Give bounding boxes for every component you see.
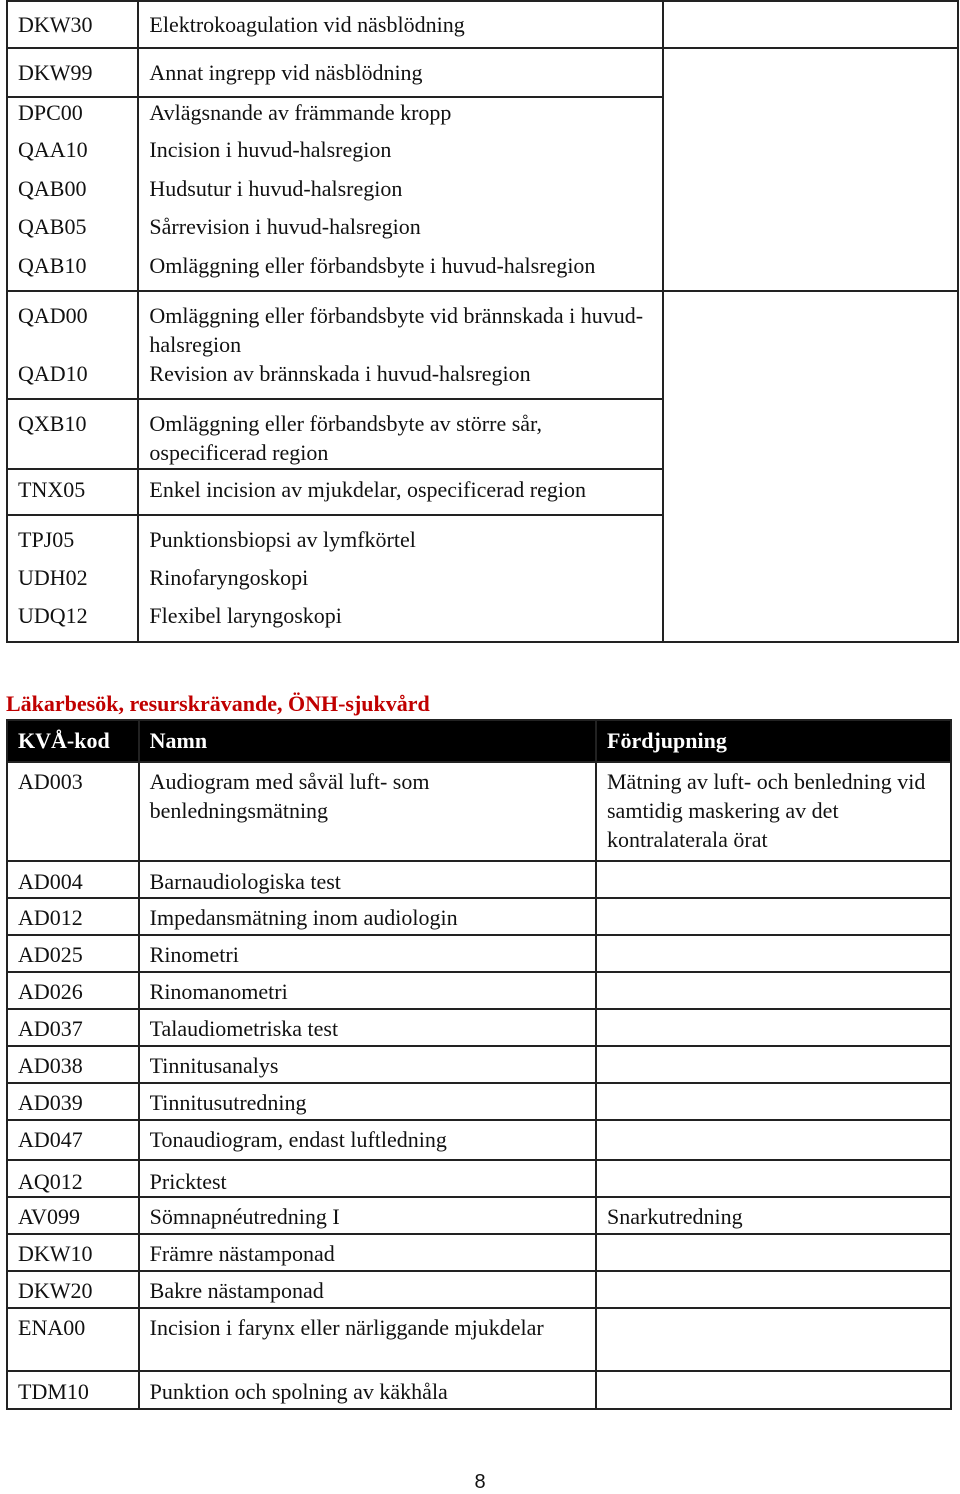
table-row xyxy=(7,291,958,359)
extra-cell xyxy=(596,1234,951,1271)
name-cell: Hudsutur i huvud-halsregion xyxy=(138,174,663,212)
code-cell: QAB10 xyxy=(7,251,138,291)
name-cell: Revision av brännskada i huvud-halsregion xyxy=(138,359,663,399)
name-cell: Sårrevision i huvud-halsregion xyxy=(138,212,663,251)
table-row xyxy=(7,972,951,1009)
name-cell: Punktionsbiopsi av lymfkörtel xyxy=(138,515,663,563)
code-cell: TPJ05 xyxy=(7,515,138,563)
column-header-name: Namn xyxy=(139,720,596,762)
code-cell: AD039 xyxy=(7,1083,139,1120)
table-row xyxy=(7,935,951,972)
table-row xyxy=(7,1,958,48)
name-cell: Enkel incision av mjukdelar, ospecificerad region xyxy=(138,469,663,515)
column-header-extra: Fördjupning xyxy=(596,720,951,762)
extra-cell xyxy=(596,1120,951,1160)
code-cell: UDH02 xyxy=(7,563,138,601)
extra-cell xyxy=(596,1271,951,1308)
name-cell: Sömnapnéutredning I xyxy=(139,1197,596,1234)
name-cell: Tinnitusanalys xyxy=(139,1046,596,1083)
code-cell: DKW99 xyxy=(7,48,138,97)
table-row xyxy=(7,1371,951,1409)
code-cell: TNX05 xyxy=(7,469,138,515)
code-cell: AD037 xyxy=(7,1009,139,1046)
extra-cell: Snarkutredning xyxy=(596,1197,951,1234)
code-cell: AD003 xyxy=(7,762,139,861)
code-cell: QAA10 xyxy=(7,135,138,174)
name-cell: Punktion och spolning av käkhåla xyxy=(139,1371,596,1409)
extra-cell xyxy=(596,935,951,972)
table-row xyxy=(7,48,958,97)
name-cell: Bakre nästamponad xyxy=(139,1271,596,1308)
table-row xyxy=(7,762,951,861)
name-cell: Annat ingrepp vid näsblödning xyxy=(138,48,663,97)
extra-cell xyxy=(663,48,958,291)
code-cell: DKW30 xyxy=(7,1,138,48)
extra-cell xyxy=(596,1046,951,1083)
table-row xyxy=(7,898,951,935)
extra-cell xyxy=(596,898,951,935)
code-cell: AD047 xyxy=(7,1120,139,1160)
table-row xyxy=(7,1083,951,1120)
code-cell: AD025 xyxy=(7,935,139,972)
name-cell: Flexibel laryngoskopi xyxy=(138,601,663,642)
name-cell: Incision i farynx eller närliggande mjukdelar xyxy=(139,1308,596,1371)
code-cell: AV099 xyxy=(7,1197,139,1234)
extra-cell xyxy=(596,1009,951,1046)
extra-cell: Mätning av luft- och benledning vid samtidig maskering av det kontralaterala örat xyxy=(596,762,951,861)
name-cell: Främre nästamponad xyxy=(139,1234,596,1271)
section-title: Läkarbesök, resurskrävande, ÖNH-sjukvård xyxy=(6,691,430,716)
table-row xyxy=(7,1271,951,1308)
table-row xyxy=(7,1197,951,1234)
extra-cell xyxy=(596,861,951,898)
extra-cell xyxy=(596,1371,951,1409)
code-cell: AD038 xyxy=(7,1046,139,1083)
name-cell: Pricktest xyxy=(139,1160,596,1197)
code-cell: AQ012 xyxy=(7,1160,139,1197)
table-header-row xyxy=(7,720,951,762)
code-cell: QAB00 xyxy=(7,174,138,212)
code-cell: QAD00 xyxy=(7,291,138,359)
name-cell: Omläggning eller förbandsbyte vid brännskada i huvud-halsregion xyxy=(138,291,663,359)
name-cell: Tonaudiogram, endast luftledning xyxy=(139,1120,596,1160)
code-cell: DPC00 xyxy=(7,97,138,135)
name-cell: Omläggning eller förbandsbyte i huvud-halsregion xyxy=(138,251,663,291)
name-cell: Impedansmätning inom audiologin xyxy=(139,898,596,935)
name-cell: Incision i huvud-halsregion xyxy=(138,135,663,174)
name-cell: Avlägsnande av främmande kropp xyxy=(138,97,663,135)
table-row xyxy=(7,1308,951,1371)
code-cell: QAB05 xyxy=(7,212,138,251)
name-cell: Rinometri xyxy=(139,935,596,972)
table-row xyxy=(7,1046,951,1083)
name-cell: Tinnitusutredning xyxy=(139,1083,596,1120)
name-cell: Talaudiometriska test xyxy=(139,1009,596,1046)
table-row xyxy=(7,861,951,898)
extra-cell xyxy=(596,972,951,1009)
name-cell: Rinomanometri xyxy=(139,972,596,1009)
table-row xyxy=(7,1009,951,1046)
extra-cell xyxy=(596,1160,951,1197)
code-cell: DKW10 xyxy=(7,1234,139,1271)
procedure-table xyxy=(6,719,952,1410)
table-row xyxy=(7,1120,951,1160)
table-row xyxy=(7,1234,951,1271)
code-cell: UDQ12 xyxy=(7,601,138,642)
extra-cell xyxy=(663,291,958,642)
extra-cell xyxy=(596,1083,951,1120)
column-header-code: KVÅ-kod xyxy=(7,720,139,762)
extra-cell xyxy=(663,1,958,48)
name-cell: Audiogram med såväl luft- som benledningsmätning xyxy=(139,762,596,861)
code-cell: DKW20 xyxy=(7,1271,139,1308)
procedure-table-continued xyxy=(6,0,959,643)
name-cell: Elektrokoagulation vid näsblödning xyxy=(138,1,663,48)
name-cell: Omläggning eller förbandsbyte av större sår, ospecificerad region xyxy=(138,399,663,469)
code-cell: TDM10 xyxy=(7,1371,139,1409)
table-row xyxy=(7,1160,951,1197)
code-cell: QAD10 xyxy=(7,359,138,399)
code-cell: AD026 xyxy=(7,972,139,1009)
extra-cell xyxy=(596,1308,951,1371)
code-cell: AD012 xyxy=(7,898,139,935)
name-cell: Barnaudiologiska test xyxy=(139,861,596,898)
page-number: 8 xyxy=(474,1471,486,1493)
code-cell: AD004 xyxy=(7,861,139,898)
code-cell: QXB10 xyxy=(7,399,138,469)
code-cell: ENA00 xyxy=(7,1308,139,1371)
name-cell: Rinofaryngoskopi xyxy=(138,563,663,601)
